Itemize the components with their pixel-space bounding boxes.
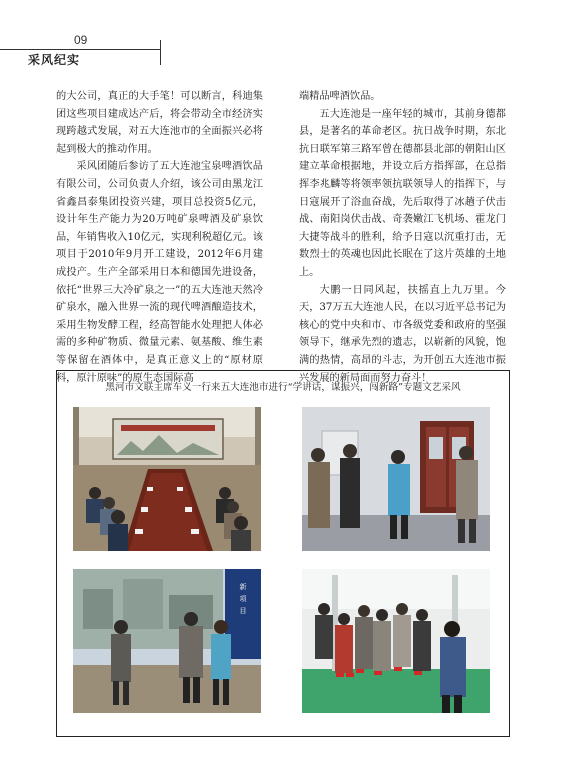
header-divider — [160, 40, 161, 65]
page-header — [0, 0, 565, 72]
photo-gallery — [56, 370, 510, 737]
svg-text:新: 新 — [239, 583, 247, 591]
photo-caption: 黑河市文联主席车义一行来五大连池市进行“学讲话，谋振兴，闯新路”专题文艺采风 — [105, 382, 461, 393]
meeting-room-photo — [73, 407, 261, 551]
header-rule — [0, 49, 160, 50]
paragraph: 大鹏一日同风起，扶摇直上九万里。今天，37万五大连池人民，在以习近平总书记为核心的党中央和市、市各级党委和政府的坚强领导下，继承先烈的遗志，以崭新的风貌，饱满的热情，高昂的斗志，为开创五大连池市振兴发展的新局面而努力奋斗！ — [299, 284, 506, 384]
section-name: 采风纪实 — [28, 53, 81, 67]
page-number: 09 — [74, 33, 88, 47]
paragraph: 采风团随后参访了五大连池宝泉啤酒饮品有限公司，公司负责人介绍，该公司由黑龙江省鑫昌泰集团投资兴建，项目总投资5亿元，设计年生产能力为20万吨矿泉啤酒及矿泉饮品，年销售收入10亿元，实现利税超亿元。该项目于2010年9月开工建设，2012年6月建成投产。生产全部采用日本和德国先进设备，依托“世界三大冷矿泉之一”的五大连池天然冷矿泉水，融入世界一流的现代啤酒酿造技术，采用生物发酵工程，经高智能水处理把人体必需的多种矿物质、微量元素、氨基酸、维生素等保留在酒体中，是真正意义上的“原材原料，原汁原味”的原生态国际高 — [56, 161, 263, 384]
paragraph: 五大连池是一座年轻的城市，其前身德都县，是著名的革命老区。抗日战争时期，东北抗日联军第三路军曾在德都县北部的朝阳山区建立革命根据地，并设立后方指挥部，在总指挥李兆麟等将领率领抗联领导人的指挥下，与日寇展开了浴血奋战，先后取得了冰趟子伏击战、南阳岗伏击战、奇袭嫩江飞机场、霍龙门大捷等战斗的胜利，给予日寇以沉重打击，无数烈士的英魂也因此长眠在了这片英雄的土地上。 — [299, 108, 506, 278]
outdoor-site-photo — [73, 569, 261, 713]
article-column-right — [299, 88, 506, 387]
svg-text:项: 项 — [239, 595, 247, 603]
paragraph: 的大公司，真正的大手笔！可以断言，科迪集团这些项目建成达产后，将会带动全市经济实现跨越式发展，对五大连池市的全面振兴必将起到极大的推动作用。 — [56, 91, 263, 155]
svg-text:目: 目 — [239, 607, 247, 615]
factory-floor-photo — [302, 569, 490, 713]
hallway-visit-photo — [302, 407, 490, 551]
paragraph: 端精品啤酒饮品。 — [299, 91, 381, 102]
article-column-left — [56, 88, 263, 387]
